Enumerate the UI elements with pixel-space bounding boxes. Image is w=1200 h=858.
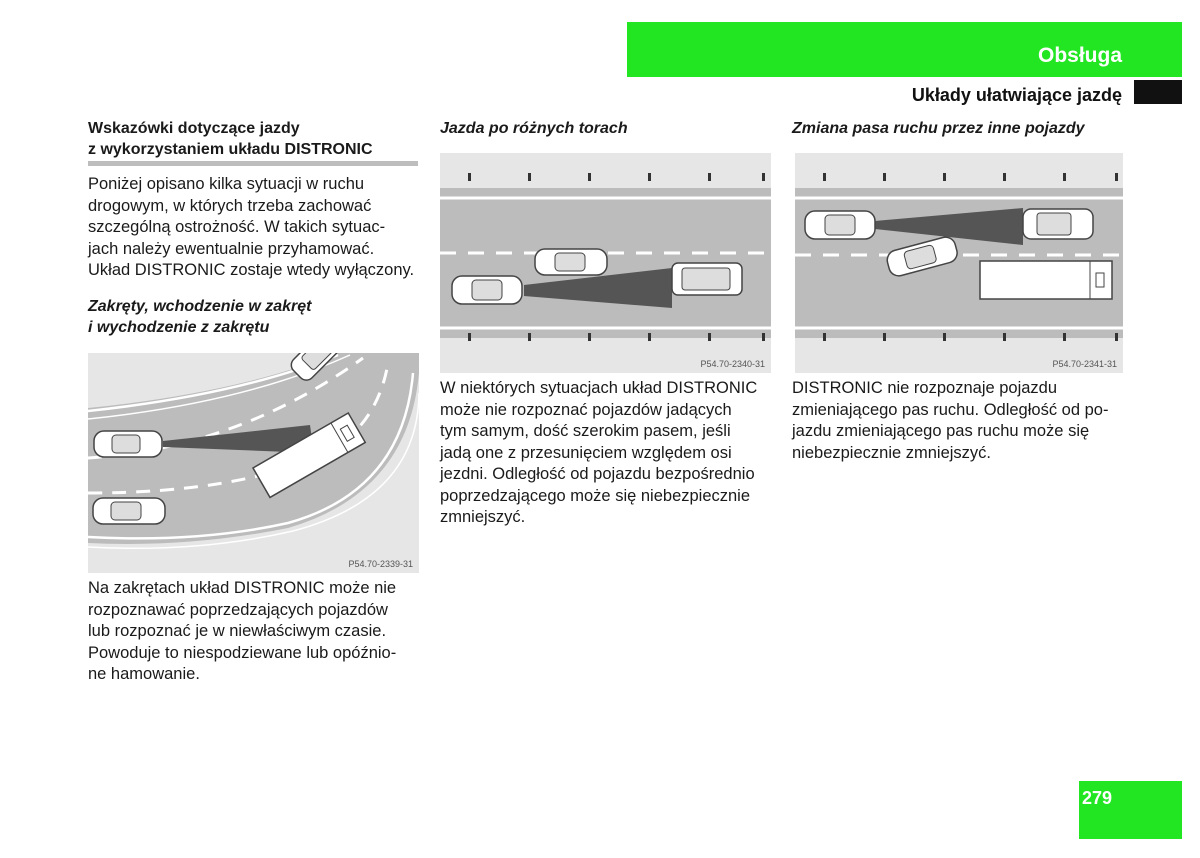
col1-subheading-line: i wychodzenie z zakrętu	[88, 319, 270, 336]
col2-heading: Jazda po różnych torach	[440, 120, 628, 137]
car	[93, 498, 165, 524]
page-number: 279	[1082, 788, 1113, 808]
text-line: Poniżej opisano kilka sytuacji w ruchu	[88, 175, 365, 193]
text-line: Na zakrętach układ DISTRONIC może nie	[88, 579, 397, 597]
col3-heading: Zmiana pasa ruchu przez inne pojazdy	[792, 120, 1085, 137]
text-line: tym samym, dość szerokim pasem, jeśli	[440, 422, 731, 440]
car	[1023, 209, 1093, 239]
text-line: jadą one z przesunięciem względem osi	[440, 443, 732, 462]
col1-heading	[88, 118, 428, 160]
text-line: Powoduje to niespodziewane lub opóźnio-	[88, 643, 397, 662]
col1-caption	[88, 578, 428, 686]
text-line: jezdni. Odległość od pojazdu bezpośrednio	[440, 465, 755, 483]
curve-illustration	[88, 353, 419, 573]
suv	[672, 263, 742, 295]
own-car	[805, 211, 875, 239]
text-line: rozpoznawać poprzedzających pojazdów	[88, 600, 388, 619]
figure-code: P54.70-2341-31	[1052, 359, 1117, 369]
text-line: ne hamowanie.	[88, 665, 200, 683]
figure-code: P54.70-2340-31	[700, 359, 765, 369]
car	[535, 249, 607, 275]
text-line: niebezpiecznie zmniejszyć.	[792, 443, 992, 462]
text-line: jazdu zmieniającego pas ruchu może się	[792, 422, 1090, 440]
own-car	[452, 276, 522, 304]
offset-lanes-illustration	[440, 153, 771, 373]
text-line: DISTRONIC nie rozpoznaje pojazdu	[792, 379, 1058, 397]
text-line: W niektórych sytuacjach układ DISTRONIC	[440, 379, 758, 397]
figure-offset-lanes	[440, 153, 771, 373]
col1-subheading	[88, 296, 428, 338]
figure-lane-change	[795, 153, 1123, 373]
section-tab-marker	[1134, 80, 1182, 104]
col1-heading-line: Wskazówki dotyczące jazdy	[88, 120, 300, 137]
text-line: może nie rozpoznać pojazdów jadących	[440, 400, 732, 419]
heading-rule	[88, 161, 418, 166]
col2-caption	[440, 378, 780, 529]
text-line: poprzedzającego może się niebezpiecznie	[440, 486, 751, 505]
subsection-title: Układy ułatwiające jazdę	[911, 85, 1122, 105]
text-line: jach należy ewentualnie przyhamować.	[88, 239, 375, 258]
col3-caption	[792, 378, 1132, 464]
text-line: lub rozpoznać je w niewłaściwym czasie.	[88, 622, 387, 640]
truck	[980, 261, 1112, 299]
col1-heading-line: z wykorzystaniem układu DISTRONIC	[88, 141, 373, 158]
col1-subheading-line: Zakręty, wchodzenie w zakręt	[88, 298, 312, 315]
text-line: szczególną ostrożność. W takich sytuac-	[88, 218, 386, 236]
text-line: zmieniającego pas ruchu. Odległość od po-	[792, 400, 1109, 419]
lane-change-illustration	[795, 153, 1123, 373]
own-car	[94, 431, 162, 457]
col1-intro	[88, 174, 428, 282]
text-line: Układ DISTRONIC zostaje wtedy wyłączony.	[88, 261, 415, 279]
text-line: drogowym, w których trzeba zachować	[88, 196, 372, 215]
figure-curve	[88, 353, 419, 573]
figure-code: P54.70-2339-31	[348, 559, 413, 569]
section-title: Obsługa	[1037, 44, 1122, 67]
text-line: zmniejszyć.	[440, 508, 526, 526]
